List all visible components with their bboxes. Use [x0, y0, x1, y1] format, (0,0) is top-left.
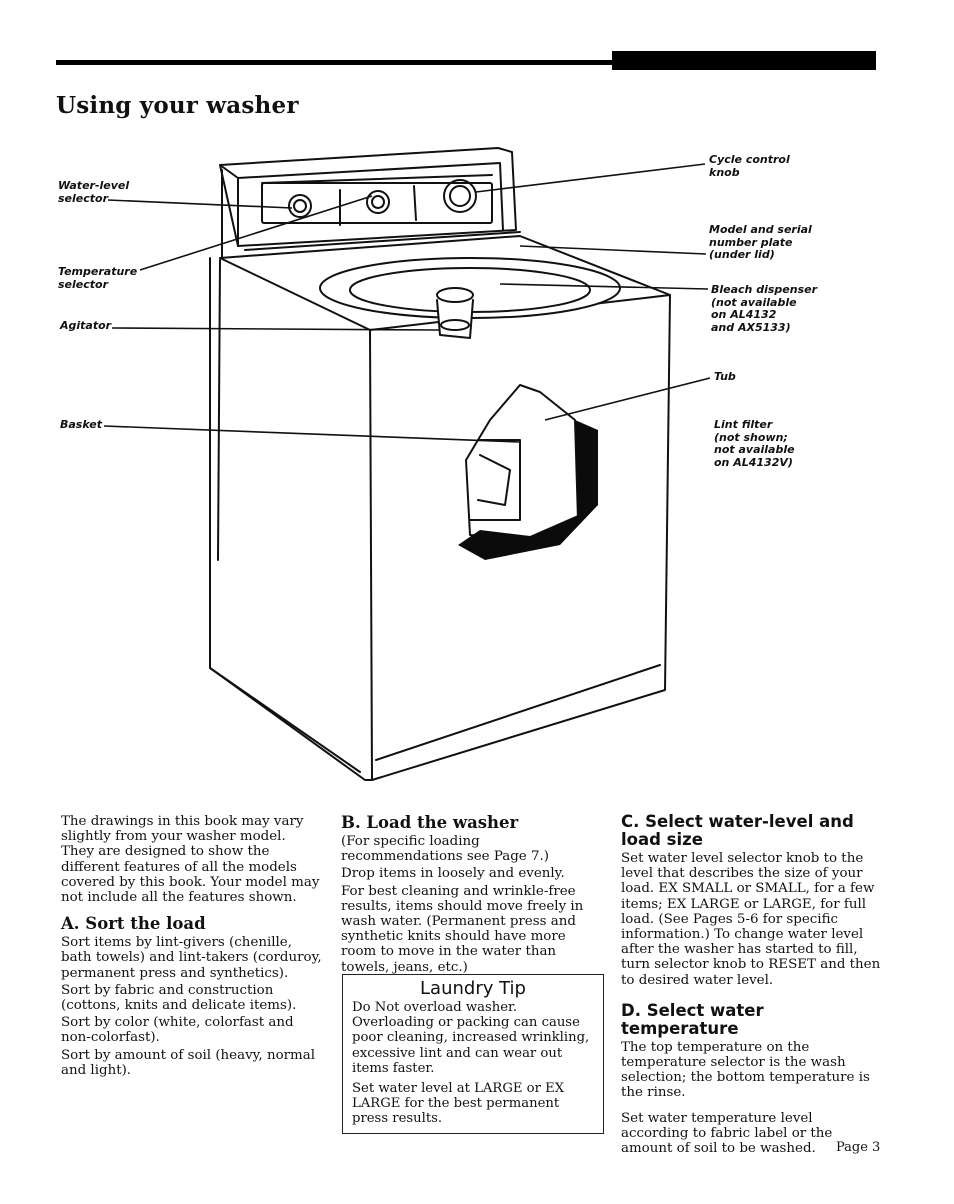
- load-line: Drop items in loosely and evenly.: [341, 866, 565, 882]
- sort-line: Sort by amount of soil (heavy, normal and light).: [61, 1047, 315, 1078]
- load-line: For best cleaning and wrinkle-free results, items should move freely in wash water. (Permanent press and synthetic knits should have more room to move in the water than towels, jeans, etc.): [341, 883, 584, 975]
- callout-tub: Tub: [714, 370, 736, 383]
- page-title: Using your washer: [56, 92, 299, 119]
- temperature-paragraph: Set water temperature level according to fabric label or the amount of soil to be washed.: [621, 1110, 833, 1157]
- sort-line: Sort items by lint-givers (chenille, bath towels) and lint-takers (corduroy, permanent press and synthetics).: [61, 935, 322, 981]
- tip-heading: Laundry Tip: [420, 978, 526, 999]
- callout-model-serial-plate: Model and serial number plate (under lid): [709, 223, 812, 261]
- load-line: (For specific loading recommendations see Page 7.): [341, 834, 549, 865]
- sort-line: Sort by color (white, colorfast and non-colorfast).: [61, 1015, 294, 1046]
- laundry-tip-box: [342, 974, 604, 1134]
- callout-water-level-selector: Water-level selector: [58, 179, 130, 205]
- temperature-paragraph: The top temperature on the temperature selector is the wash selection; the bottom temperature is the rinse.: [621, 1039, 870, 1101]
- callout-bleach-dispenser: Bleach dispenser (not available on AL4132 and AX5133): [711, 283, 818, 334]
- callout-temperature-selector: Temperature selector: [58, 265, 138, 291]
- temperature-heading: D. Select water temperature: [621, 1000, 764, 1038]
- intro-paragraph: The drawings in this book may vary slightly from your washer model. They are designed to show the different features of all the models covered by this book. Your model may not include all the features shown.: [61, 814, 320, 906]
- sort-line: Sort by fabric and construction (cottons, knits and delicate items).: [61, 982, 297, 1014]
- column-left: [61, 814, 323, 1080]
- callout-agitator: Agitator: [60, 319, 112, 332]
- water-level-heading: C. Select water-level and load size: [621, 812, 854, 849]
- column-right: [621, 813, 883, 1158]
- sort-heading: A. Sort the load: [61, 914, 206, 934]
- callout-cycle-control-knob: Cycle control knob: [709, 153, 790, 179]
- load-heading: B. Load the washer: [341, 813, 519, 832]
- callout-basket: Basket: [60, 418, 102, 431]
- header-rule: [56, 60, 876, 65]
- tip-paragraph: Do Not overload washer. Overloading or packing can cause poor cleaning, increased wrinkling, excessive lint and can wear out items faster.: [352, 1000, 590, 1076]
- callout-lint-filter: Lint filter (not shown; not available on AL4132V): [714, 418, 795, 469]
- page-number: Page 3: [836, 1140, 881, 1155]
- column-middle: [341, 814, 605, 977]
- water-level-paragraph: Set water level selector knob to the level that describes the size of your load. EX SMALL or SMALL, for a few items; EX LARGE or LARGE, for full load. (See Pages 5-6 for specific information.) To change water level after the washer has started to fill, turn selector knob to RESET and then to desired water level.: [621, 851, 881, 988]
- tip-paragraph: Set water level at LARGE or EX LARGE for the best permanent press results.: [352, 1081, 565, 1127]
